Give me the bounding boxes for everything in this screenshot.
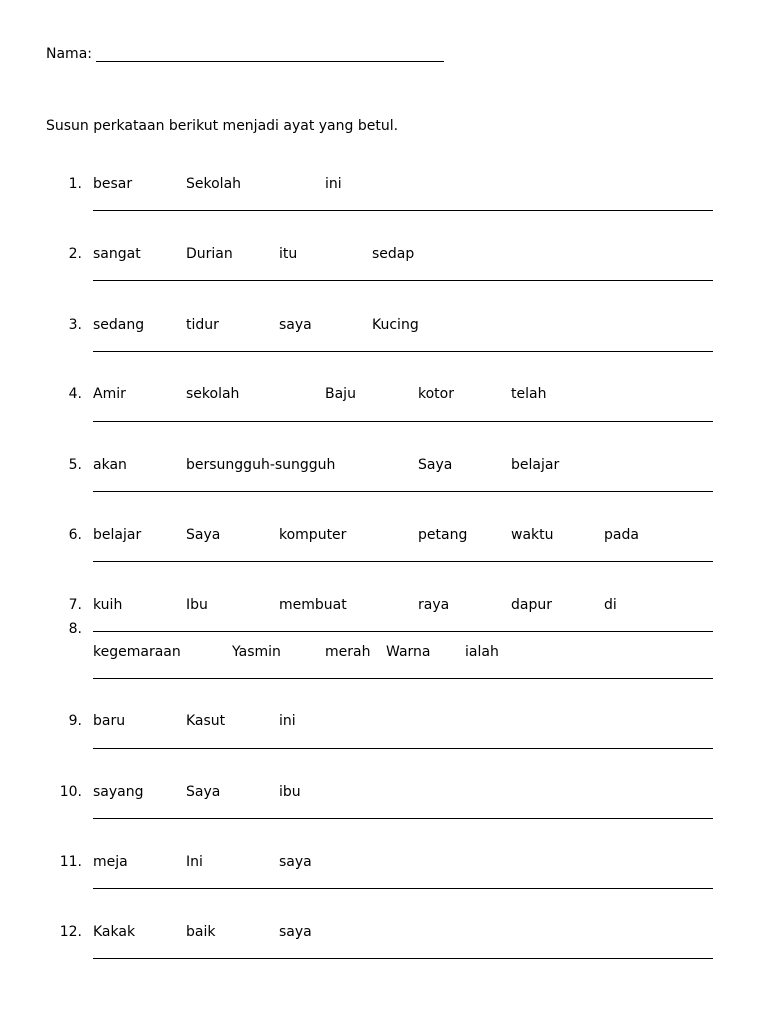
question-number: 7. xyxy=(68,597,82,613)
word: sangat xyxy=(93,246,141,262)
word: saya xyxy=(279,317,312,333)
word: raya xyxy=(418,597,450,613)
word: Ibu xyxy=(186,597,208,613)
word: petang xyxy=(418,527,468,543)
word: Kakak xyxy=(93,924,136,940)
question-number: 11. xyxy=(59,854,82,870)
answer-line[interactable] xyxy=(93,351,713,352)
word: kuih xyxy=(93,597,123,613)
word: Saya xyxy=(418,457,453,473)
word: sekolah xyxy=(186,386,240,402)
word: baik xyxy=(186,924,216,940)
word: di xyxy=(604,597,617,613)
word: Kasut xyxy=(186,713,226,729)
word: belajar xyxy=(93,527,142,543)
question-number: 5. xyxy=(68,457,82,473)
word: Warna xyxy=(386,644,431,660)
answer-line[interactable] xyxy=(93,561,713,562)
word: ibu xyxy=(279,784,301,800)
word: pada xyxy=(604,527,639,543)
word: ialah xyxy=(465,644,499,660)
word: Durian xyxy=(186,246,233,262)
word: merah xyxy=(325,644,371,660)
answer-line[interactable] xyxy=(93,888,713,889)
word: Saya xyxy=(186,527,221,543)
word: meja xyxy=(93,854,128,870)
word: kegemaraan xyxy=(93,644,181,660)
word: saya xyxy=(279,924,312,940)
word: ini xyxy=(279,713,296,729)
name-label: Nama: xyxy=(46,46,92,62)
word: waktu xyxy=(511,527,554,543)
word: akan xyxy=(93,457,127,473)
answer-line[interactable] xyxy=(93,958,713,959)
answer-line[interactable] xyxy=(93,210,713,211)
word: Amir xyxy=(93,386,126,402)
answer-line[interactable] xyxy=(93,280,713,281)
word: Kucing xyxy=(372,317,419,333)
word: ini xyxy=(325,176,342,192)
word: Saya xyxy=(186,784,221,800)
question-number: 10. xyxy=(59,784,82,800)
word: kotor xyxy=(418,386,454,402)
answer-line[interactable] xyxy=(93,631,713,632)
word: Sekolah xyxy=(186,176,242,192)
instruction-text: Susun perkataan berikut menjadi ayat yang betul. xyxy=(46,118,399,134)
word: besar xyxy=(93,176,133,192)
question-number: 8. xyxy=(68,621,82,637)
word: bersungguh-sungguh xyxy=(186,457,336,473)
word: saya xyxy=(279,854,312,870)
answer-line[interactable] xyxy=(93,748,713,749)
answer-line[interactable] xyxy=(93,421,713,422)
answer-line[interactable] xyxy=(93,491,713,492)
word: Yasmin xyxy=(232,644,281,660)
word: telah xyxy=(511,386,547,402)
word: sayang xyxy=(93,784,144,800)
word: Baju xyxy=(325,386,356,402)
question-number: 1. xyxy=(68,176,82,192)
word: sedap xyxy=(372,246,415,262)
word: itu xyxy=(279,246,298,262)
name-field[interactable] xyxy=(46,44,406,64)
word: baru xyxy=(93,713,126,729)
word: sedang xyxy=(93,317,145,333)
question-number: 4. xyxy=(68,386,82,402)
answer-line[interactable] xyxy=(93,678,713,679)
answer-line[interactable] xyxy=(93,818,713,819)
word: membuat xyxy=(279,597,347,613)
question-number: 6. xyxy=(68,527,82,543)
word: belajar xyxy=(511,457,560,473)
word: Ini xyxy=(186,854,203,870)
word: dapur xyxy=(511,597,552,613)
question-number: 12. xyxy=(59,924,82,940)
name-answer-line[interactable] xyxy=(96,61,444,62)
word: tidur xyxy=(186,317,219,333)
word: komputer xyxy=(279,527,347,543)
question-number: 3. xyxy=(68,317,82,333)
question-number: 9. xyxy=(68,713,82,729)
question-number: 2. xyxy=(68,246,82,262)
